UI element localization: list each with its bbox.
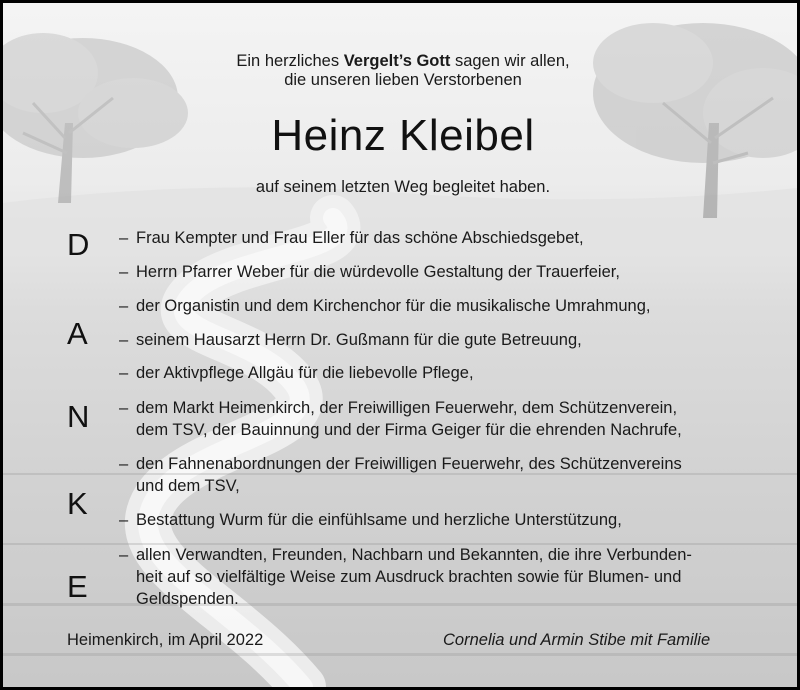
danke-letter-a: A — [67, 316, 88, 351]
thanks-item-text: allen Verwandten, Freunden, Nachbarn und Bekannten, die ihre Verbunden- heit auf so vielfältige Weise zum Ausdruck brachten sowie für Blumen- und Geldspenden. — [136, 546, 692, 608]
dash-mark: – — [119, 546, 129, 564]
thanks-item-text: den Fahnenabordnungen der Freiwilligen Feuerwehr, des Schützenvereins und dem TSV, — [136, 455, 682, 495]
danke-letter-k: K — [67, 486, 88, 521]
dash-mark: – — [119, 364, 129, 382]
thanks-item — [119, 261, 759, 283]
intro-suffix: sagen wir allen, — [450, 52, 570, 70]
dash-mark: – — [119, 297, 129, 315]
danke-letter-e: E — [67, 569, 88, 604]
thanks-item — [119, 544, 759, 610]
thanks-item — [119, 453, 759, 497]
thanks-item — [119, 295, 759, 317]
dash-mark: – — [119, 263, 129, 281]
thanks-item-text: der Organistin und dem Kirchenchor für die musikalische Umrahmung, — [136, 297, 651, 315]
thanks-item — [119, 362, 759, 384]
place-date: Heimenkirch, im April 2022 — [67, 631, 264, 649]
subtitle: auf seinem letzten Weg begleitet haben. — [255, 178, 551, 196]
thanks-item-text: Bestattung Wurm für die einfühlsame und herzliche Unterstützung, — [136, 511, 622, 529]
thanks-item-text: Frau Kempter und Frau Eller für das schöne Abschiedsgebet, — [136, 229, 584, 247]
thanks-item-text: Herrn Pfarrer Weber für die würdevolle Gestaltung der Trauerfeier, — [136, 263, 620, 281]
intro-line-1 — [3, 51, 800, 71]
intro-prefix: Ein herzliches — [236, 52, 344, 70]
thanks-item — [119, 509, 759, 531]
deceased-name: Heinz Kleibel — [271, 111, 535, 160]
thanks-item-text: dem Markt Heimenkirch, der Freiwilligen Feuerwehr, dem Schützenverein, dem TSV, der Bauinnung und der Firma Geiger für die ehrenden Nachrufe, — [136, 399, 682, 439]
intro-line-2: die unseren lieben Verstorbenen — [284, 71, 522, 89]
thanks-item — [119, 397, 759, 441]
dash-mark: – — [119, 511, 129, 529]
dash-mark: – — [119, 455, 129, 473]
dash-mark: – — [119, 331, 129, 349]
intro-emphasis: Vergelt’s Gott — [343, 52, 451, 70]
thanks-item-text: der Aktivpflege Allgäu für die liebevolle Pflege, — [136, 364, 474, 382]
danke-letter-n: N — [67, 399, 90, 434]
thanks-item — [119, 329, 759, 351]
family-signature: Cornelia und Armin Stibe mit Familie — [443, 631, 711, 649]
thanks-item — [119, 227, 759, 249]
dash-mark: – — [119, 229, 129, 247]
danke-letter-d: D — [67, 227, 90, 262]
dash-mark: – — [119, 399, 129, 417]
thanks-item-text: seinem Hausarzt Herrn Dr. Gußmann für die gute Betreuung, — [136, 331, 582, 349]
